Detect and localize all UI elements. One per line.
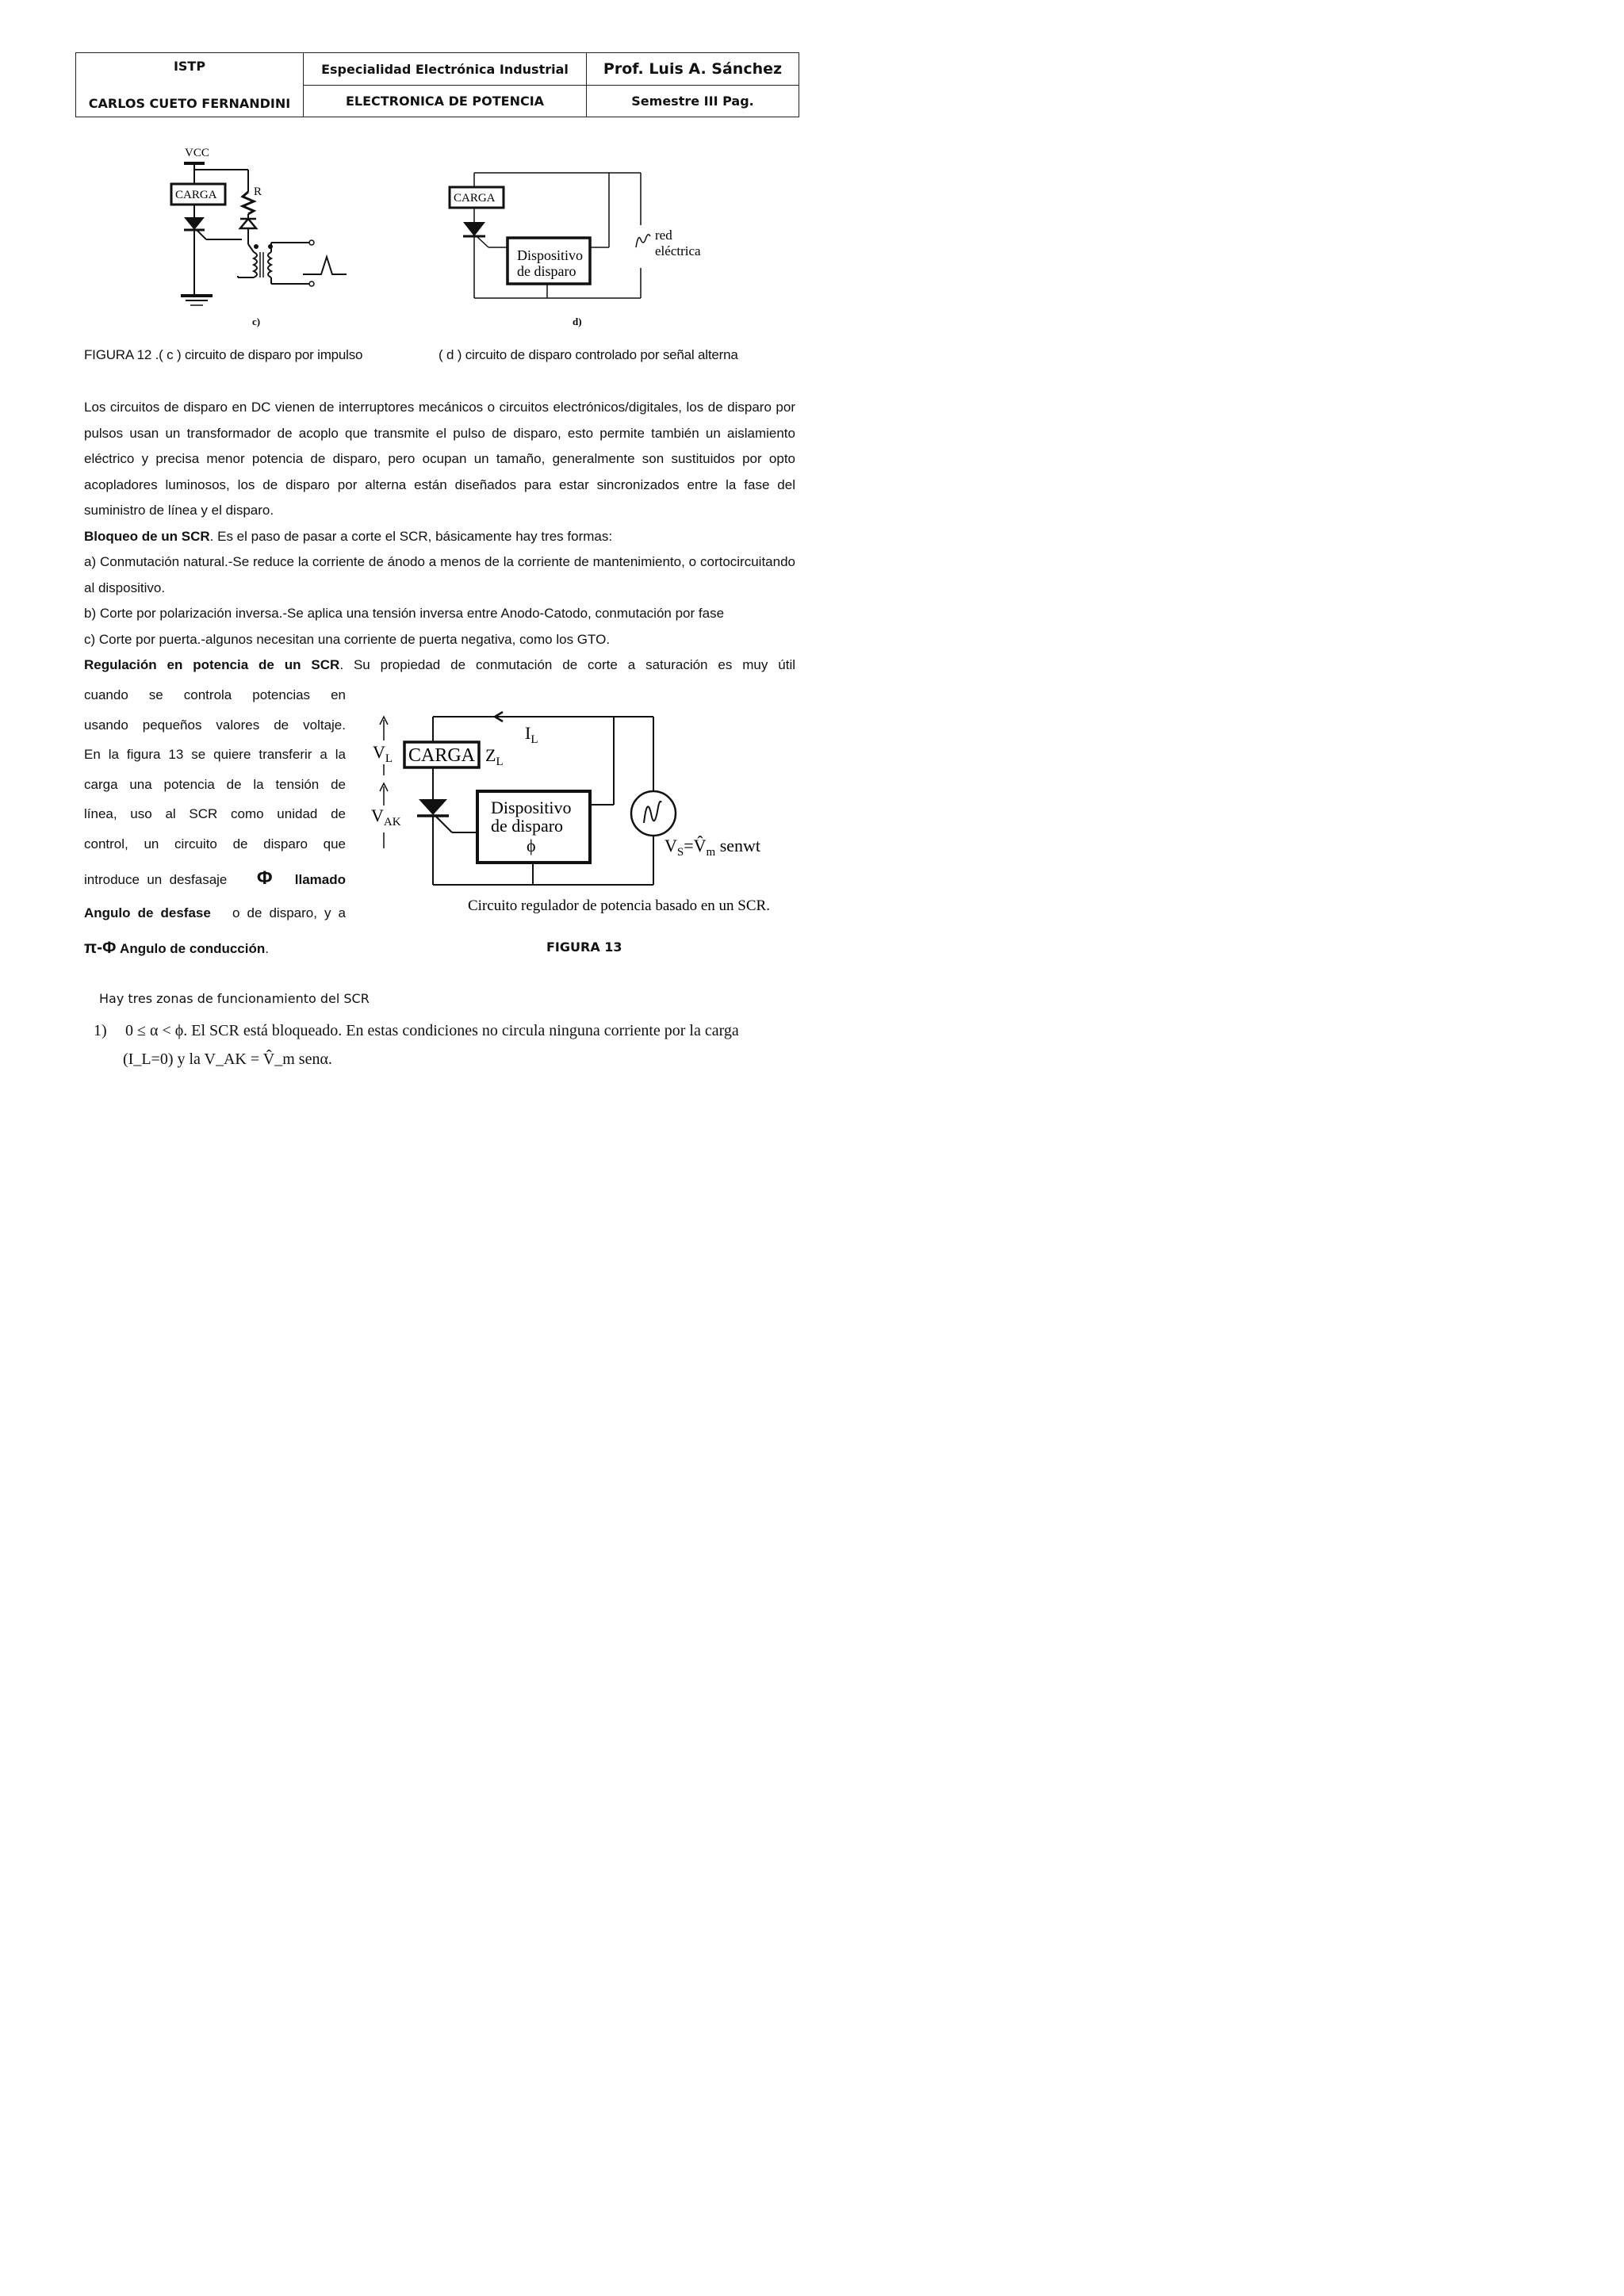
transformer-primary <box>254 252 257 277</box>
col-line-3: En la figura 13 se quiere transferir a la <box>84 747 346 762</box>
vl-label: $V_L$ <box>373 742 393 765</box>
caption-c: FIGURA 12 .( c ) circuito de disparo por impulso <box>84 347 363 362</box>
school-name: CARLOS CUETO FERNANDINI <box>88 96 291 111</box>
regulacion-text: . Su propiedad de conmutación de corte a saturación es muy útil <box>339 657 795 672</box>
bloqueo-title: Bloqueo de un SCR <box>84 528 210 544</box>
col-line-8 <box>84 898 346 928</box>
semester-cell: Semestre III Pag. <box>587 86 799 117</box>
dispositivo-label-13: Dispositivo <box>491 798 572 817</box>
scr-symbol-13 <box>419 799 447 815</box>
school-label: ISTP <box>173 59 206 74</box>
col-line-7b: llamado <box>294 872 346 887</box>
transformer-secondary <box>268 252 271 277</box>
specialty-cell: Especialidad Electrónica Industrial <box>304 53 587 86</box>
col-line-5: línea, uso al SCR como unidad de <box>84 806 346 821</box>
figure-13-power-regulator <box>366 706 801 920</box>
item-c: c) Corte por puerta.-algunos necesitan una corriente de puerta negativa, como los GTO. <box>84 631 611 647</box>
figure-13-caption: Circuito regulador de potencia basado en un SCR. <box>468 897 770 914</box>
phi-label-13: ϕ <box>527 836 536 855</box>
col-line-4: carga una potencia de la tensión de <box>84 776 346 792</box>
zone-1-number: 1) <box>94 1022 107 1039</box>
header-table <box>75 52 799 117</box>
il-label: $I_L$ <box>525 723 538 746</box>
zone-1-line-2: (I_L=0) y la V_AK = V̂_m senα. <box>123 1050 332 1068</box>
period: . <box>265 941 269 956</box>
paragraph-regulacion <box>84 652 795 679</box>
zones-title: Hay tres zonas de funcionamiento del SCR <box>99 991 370 1006</box>
pulse-waveform <box>303 257 347 274</box>
col-line-2: usando pequeños valores de voltaje. <box>84 717 346 733</box>
zl-label: $Z_L$ <box>485 745 504 768</box>
angulo-conduccion: Angulo de conducción <box>116 941 266 956</box>
carga-label-13: CARGA <box>408 745 476 766</box>
de-disparo-label: de disparo <box>517 263 576 279</box>
left-column-text <box>84 680 346 928</box>
r-label: R <box>254 186 262 198</box>
figure-c-label: c) <box>252 316 261 327</box>
carga-label: CARGA <box>175 189 217 201</box>
ac-source-circle <box>631 791 676 836</box>
caption-d: ( d ) circuito de disparo controlado por señal alterna <box>439 347 738 362</box>
figure-12c-impulse-circuit <box>167 141 357 331</box>
figure-12d-ac-circuit <box>444 165 722 331</box>
zone-1 <box>94 1016 799 1073</box>
figure-13-label: FIGURA 13 <box>546 939 622 955</box>
regulacion-title: Regulación en potencia de un SCR <box>84 657 340 672</box>
scr-symbol <box>184 217 205 230</box>
school-cell <box>76 53 304 117</box>
professor-cell: Prof. Luis A. Sánchez <box>587 53 799 86</box>
angulo-desfase: Angulo de desfase <box>84 905 211 920</box>
scr-symbol-d <box>463 222 485 236</box>
vak-label: $V_{AK}$ <box>371 806 401 828</box>
vcc-label: VCC <box>185 147 209 159</box>
resistor-r <box>243 192 254 214</box>
paragraph-trigger-circuits: Los circuitos de disparo en DC vienen de interruptores mecánicos o circuitos electrónicos/digitales, los de disparo por pulsos usan un transformador de acoplo que transmite el pulso de disparo, esto permite también un aislamiento eléctrico y precisa menor potencia de disparo, pero ocupan un tamaño, generalmente son sustituidos por opto acopladores luminosos, los de disparo por alterna están diseñados para estar sincronizados entre la fase del suministro de línea y el disparo. <box>84 400 795 518</box>
pi-phi-symbol: π-Φ <box>84 939 117 957</box>
bloqueo-text: . Es el paso de pasar a corte el SCR, básicamente hay tres formas: <box>209 528 613 544</box>
conduction-angle-line <box>84 939 269 958</box>
col-line-7a: introduce un desfasaje <box>84 872 228 887</box>
col-line-7 <box>84 863 346 895</box>
col-line-6: control, un circuito de disparo que <box>84 836 346 851</box>
dispositivo-label: Dispositivo <box>517 247 584 263</box>
phi-symbol: Φ <box>256 867 273 889</box>
de-disparo-label-13: de disparo <box>491 816 564 836</box>
red-label: red <box>655 228 672 243</box>
col-line-8b: o de disparo, y a <box>232 905 347 920</box>
item-b: b) Corte por polarización inversa.-Se aplica una tensión inversa entre Anodo-Catodo, conmutación por fase <box>84 606 725 621</box>
electrica-label: eléctrica <box>655 243 701 258</box>
body-text <box>84 395 795 679</box>
diode-symbol <box>240 219 256 228</box>
course-cell: ELECTRONICA DE POTENCIA <box>304 86 587 117</box>
col-line-1: cuando se controla potencias en <box>84 687 346 702</box>
figure-d-label: d) <box>573 316 582 327</box>
item-a: a) Conmutación natural.-Se reduce la corriente de ánodo a menos de la corriente de mantenimiento, o cortocircuitando al dispositivo. <box>84 554 795 595</box>
carga-label-d: CARGA <box>454 192 496 205</box>
paragraph-bloqueo <box>84 524 795 550</box>
zone-1-line-1: 0 ≤ α < ϕ. El SCR está bloqueado. En estas condiciones no circula ninguna corriente por la carga <box>125 1022 739 1039</box>
ac-source-symbol <box>636 235 650 247</box>
vs-equation: $V_S=V̂_m$ senwt <box>665 836 761 859</box>
